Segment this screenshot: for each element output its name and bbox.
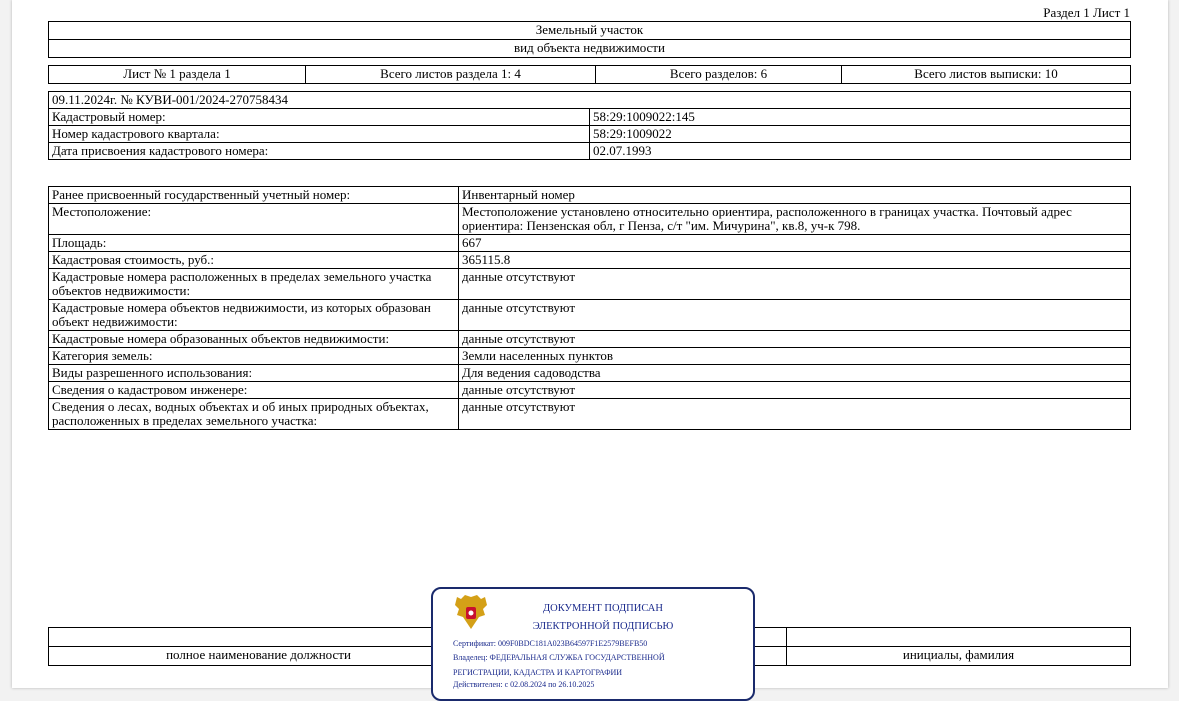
- main-table: [48, 186, 1131, 430]
- row-value: Местоположение установлено относительно ориентира, расположенного в границах участка. Почтовый адрес ориентира: Пензенская обл, г Пенза, с/т "им. Мичурина", кв.8, уч-к 798.: [459, 204, 1131, 235]
- name-caption: инициалы, фамилия: [787, 647, 1131, 666]
- stamp-title-1: ДОКУМЕНТ ПОДПИСАН: [543, 603, 663, 614]
- row-value: 667: [459, 235, 1131, 252]
- sheet-number: Лист № 1 раздела 1: [49, 66, 306, 84]
- total-sheets-count: Всего листов выписки: 10: [842, 66, 1131, 84]
- header-label: Кадастровый номер:: [49, 109, 590, 126]
- name-cell: [787, 628, 1131, 647]
- row-value: Для ведения садоводства: [459, 365, 1131, 382]
- stamp-title-2: ЭЛЕКТРОННОЙ ПОДПИСЬЮ: [532, 621, 674, 632]
- e-signature-stamp: [431, 587, 755, 701]
- header-label: Дата присвоения кадастрового номера:: [49, 143, 590, 160]
- row-label: Виды разрешенного использования:: [49, 365, 459, 382]
- table-row: [49, 300, 1131, 331]
- row-label: Сведения о лесах, водных объектах и об иных природных объектах, расположенных в пределах земельного участка:: [49, 399, 459, 430]
- quarter-number: 58:29:1009022: [590, 126, 1131, 143]
- row-value: данные отсутствуют: [459, 399, 1131, 430]
- stamp-valid: Действителен: с 02.08.2024 по 26.10.2025: [453, 680, 595, 689]
- table-row: [49, 235, 1131, 252]
- date-number: 09.11.2024г. № КУВИ-001/2024-270758434: [49, 92, 1131, 109]
- row-value: данные отсутствуют: [459, 300, 1131, 331]
- table-row: [49, 382, 1131, 399]
- stamp-certificate: Сертификат: 009F0BDC181A023B64597F1E2579BEFB50: [453, 639, 648, 648]
- assignment-date: 02.07.1993: [590, 143, 1131, 160]
- section-sheets-count: Всего листов раздела 1: 4: [306, 66, 596, 84]
- sheets-table: [48, 65, 1131, 84]
- stamp-owner-2: РЕГИСТРАЦИИ, КАДАСТРА И КАРТОГРАФИИ: [453, 668, 623, 677]
- sections-count: Всего разделов: 6: [596, 66, 842, 84]
- row-label: Местоположение:: [49, 204, 459, 235]
- stamp-owner: Владелец: ФЕДЕРАЛЬНАЯ СЛУЖБА ГОСУДАРСТВЕННОЙ: [453, 653, 665, 662]
- header-table: [48, 91, 1131, 160]
- table-row: [49, 252, 1131, 269]
- table-row: [49, 365, 1131, 382]
- position-cell: [49, 628, 469, 647]
- row-value: данные отсутствуют: [459, 331, 1131, 348]
- title-table: [48, 21, 1131, 58]
- row-value: 365115.8: [459, 252, 1131, 269]
- row-label: Кадастровая стоимость, руб.:: [49, 252, 459, 269]
- row-label: Кадастровые номера расположенных в пределах земельного участка объектов недвижимости:: [49, 269, 459, 300]
- table-row: [49, 399, 1131, 430]
- table-row: [49, 204, 1131, 235]
- table-row: [49, 331, 1131, 348]
- row-value: Земли населенных пунктов: [459, 348, 1131, 365]
- row-label: Категория земель:: [49, 348, 459, 365]
- table-row: [49, 348, 1131, 365]
- row-label: Кадастровые номера объектов недвижимости, из которых образован объект недвижимости:: [49, 300, 459, 331]
- object-type-caption: вид объекта недвижимости: [49, 40, 1131, 58]
- row-label: Ранее присвоенный государственный учетный номер:: [49, 187, 459, 204]
- row-value: данные отсутствуют: [459, 269, 1131, 300]
- table-row: [49, 187, 1131, 204]
- russian-eagle-icon: [453, 593, 489, 633]
- row-label: Кадастровые номера образованных объектов недвижимости:: [49, 331, 459, 348]
- row-label: Сведения о кадастровом инженере:: [49, 382, 459, 399]
- cadastral-number: 58:29:1009022:145: [590, 109, 1131, 126]
- position-caption: полное наименование должности: [49, 647, 469, 666]
- row-label: Площадь:: [49, 235, 459, 252]
- row-value: данные отсутствуют: [459, 382, 1131, 399]
- object-type: Земельный участок: [49, 22, 1131, 40]
- row-value: Инвентарный номер: [459, 187, 1131, 204]
- header-label: Номер кадастрового квартала:: [49, 126, 590, 143]
- table-row: [49, 269, 1131, 300]
- section-sheet-label: Раздел 1 Лист 1: [1043, 5, 1130, 20]
